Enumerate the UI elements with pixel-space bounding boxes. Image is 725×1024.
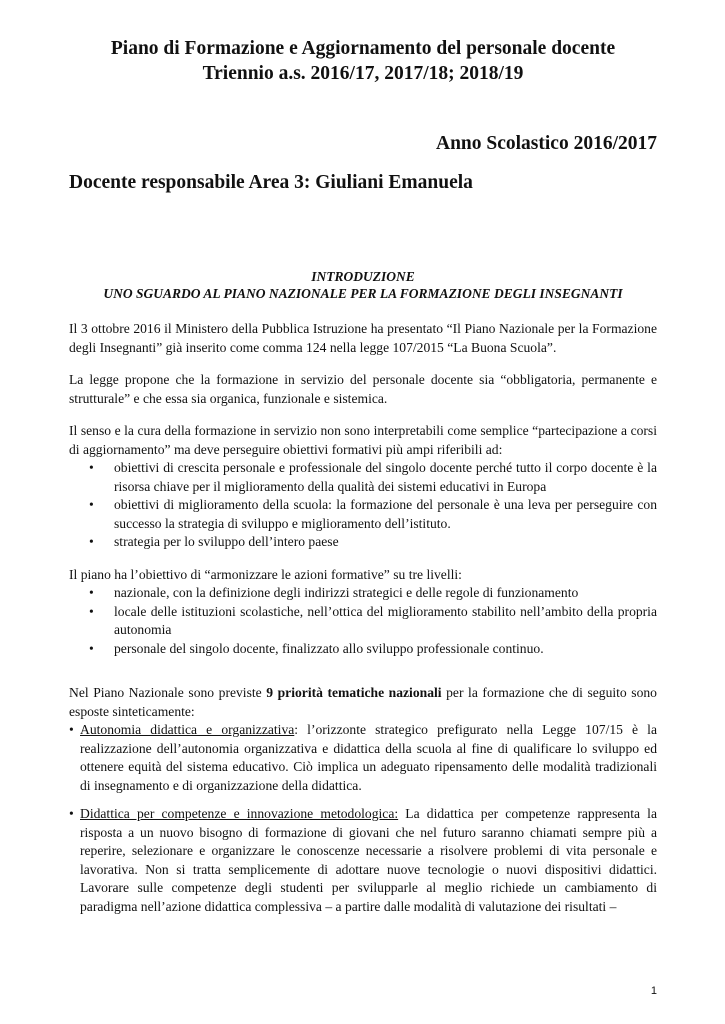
intro-heading-block <box>69 268 657 302</box>
paragraph-2: La legge propone che la formazione in servizio del personale docente sia “obbligatoria, permanente e strutturale” e che essa sia organica, funzionale e sistemica. <box>69 372 657 406</box>
intro-heading: INTRODUZIONE <box>311 269 415 284</box>
bullet-icon: • <box>89 603 94 619</box>
bullet-icon: • <box>89 640 94 656</box>
title-line-1: Piano di Formazione e Aggiornamento del personale docente <box>110 38 616 59</box>
paragraph-4: Il piano ha l’obiettivo di “armonizzare le azioni formative” su tre livelli: <box>69 566 462 582</box>
list-item: • personale del singolo docente, finalizzato allo sviluppo professionale continuo. <box>89 640 657 659</box>
bullet-icon: • <box>69 722 74 737</box>
list-item: • locale delle istituzioni scolastiche, nell’ottica del miglioramento stabilito nell’ambito della propria autonomia <box>89 603 657 637</box>
school-year: Anno Scolastico 2016/2017 <box>435 133 657 154</box>
list-item: • strategia per lo sviluppo dell’intero paese <box>89 533 657 552</box>
bullet-icon: • <box>89 460 94 475</box>
document-title <box>69 36 657 86</box>
bullet-icon: • <box>89 585 94 600</box>
bullet-icon: • <box>89 497 94 512</box>
priority-title: Autonomia didattica e organizzativa <box>80 722 295 737</box>
priority-item: • Autonomia didattica e organizzativa: l’orizzonte strategico prefigurato nella Legge 107/15 è la realizzazione dell’autonomia organizzativa e didattica della scuola al fine di qualificare lo sviluppo ed ottenere equità del sistema educativo. Ciò implica un adeguato ripensamento delle modalità tradizionali di insegnamento e di organizzazione della didattica. <box>69 722 657 793</box>
paragraph-1: Il 3 ottobre 2016 il Ministero della Pubblica Istruzione ha presentato “Il Piano Nazionale per la Formazione degli Insegnanti” già inserito come comma 124 nella legge 107/2015 “La Buona Scuola”. <box>69 321 657 355</box>
page-number: 1 <box>650 985 657 997</box>
priorities-count: 9 priorità tematiche nazionali <box>266 685 442 700</box>
bullet-icon: • <box>89 534 94 549</box>
list-item: • obiettivi di miglioramento della scuola: la formazione del personale è una leva per perseguire con successo la strategia di sviluppo e miglioramento dell’istituto. <box>89 497 657 531</box>
list-item: • obiettivi di crescita personale e professionale del singolo docente perché tutto il corpo docente è la risorsa chiave per il miglioramento della qualità dei sistemi educativi in Europa <box>89 460 657 494</box>
paragraph-3: Il senso e la cura della formazione in servizio non sono interpretabili come semplice “partecipazione a corsi di aggiornamento” ma deve perseguire obiettivi formativi più ampi riferibili ad: <box>69 423 657 457</box>
list-item: • nazionale, con la definizione degli indirizzi strategici e delle regole di funzionamento <box>89 584 657 603</box>
paragraph-5: Nel Piano Nazionale sono previste 9 priorità tematiche nazionali per la formazione che di seguito sono esposte sinteticamente: <box>69 685 657 719</box>
intro-subheading: UNO SGUARDO AL PIANO NAZIONALE PER LA FORMAZIONE DEGLI INSEGNANTI <box>103 286 623 301</box>
responsible-teacher: Docente responsabile Area 3: Giuliani Emanuela <box>69 172 473 193</box>
bullet-icon: • <box>69 806 74 821</box>
title-line-2: Triennio a.s. 2016/17, 2017/18; 2018/19 <box>202 63 524 84</box>
priority-item: • Didattica per competenze e innovazione metodologica: La didattica per competenze rappresenta la risposta a un nuovo bisogno di formazione di giovani che nel futuro saranno chiamati sempre più a reperire, selezionare e organizzare le conoscenze necessarie a risolvere problemi di vita personale e lavorativa. Non si tratta semplicemente di adottare nuove tecnologie o nuovi dispositivi didattici. Lavorare sulle competenze degli studenti per svilupparle al meglio richiede un cambiamento di paradigma nell’azione didattica complessiva – a partire dalle modalità di valutazione dei risultati – <box>69 806 657 914</box>
levels-list <box>69 584 657 658</box>
priority-title: Didattica per competenze e innovazione metodologica: <box>80 806 399 821</box>
objectives-list <box>69 459 657 552</box>
